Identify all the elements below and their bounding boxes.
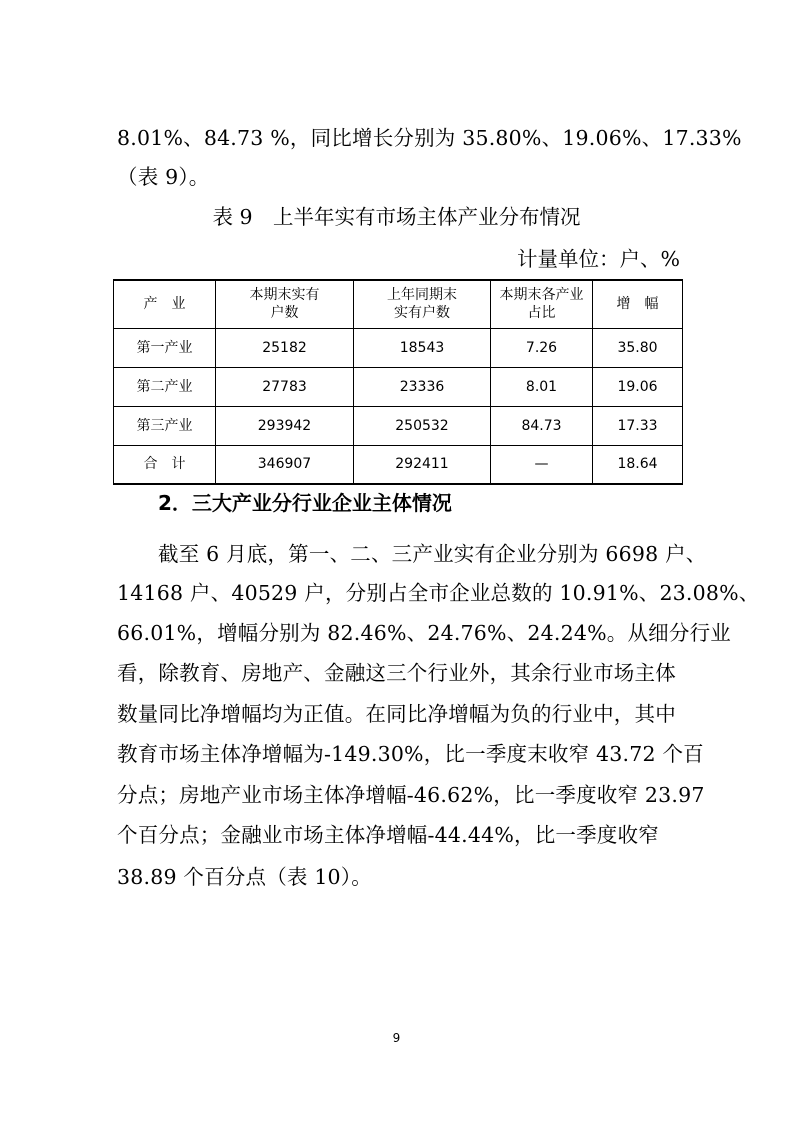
cell-current: 346907 [216,445,354,484]
cell-current: 25182 [216,328,354,367]
header-share: 本期末各产业 占比 [491,280,593,328]
table-header-row [114,280,683,328]
industry-distribution-table [113,279,683,485]
cell-share: 84.73 [491,406,593,445]
header-current: 本期末实有 户数 [216,280,354,328]
body-line-2: 14168 户、40529 户，分别占全市企业总数的 10.91%、23.08%、 [117,581,760,605]
header-industry: 产 业 [114,280,216,328]
page-number: 9 [392,1031,401,1045]
body-line-1: 截至 6 月底，第一、二、三产业实有企业分别为 6698 户、 [158,542,707,566]
cell-industry: 第一产业 [114,328,216,367]
cell-current: 293942 [216,406,354,445]
cell-industry: 合 计 [114,445,216,484]
header-previous: 上年同期末 实有户数 [354,280,491,328]
header-growth: 增 幅 [593,280,683,328]
cell-growth: 18.64 [593,445,683,484]
body-line-8: 个百分点；金融业市场主体净增幅-44.44%，比一季度收窄 [117,823,659,847]
cell-previous: 292411 [354,445,491,484]
cell-previous: 18543 [354,328,491,367]
table-row [114,406,683,445]
cell-previous: 23336 [354,367,491,406]
cell-previous: 250532 [354,406,491,445]
table-title: 表 9 上半年实有市场主体产业分布情况 [212,205,581,229]
body-line-3: 66.01%，增幅分别为 82.46%、24.76%、24.24%。从细分行业 [117,621,731,645]
table-row [114,367,683,406]
cell-share: 8.01 [491,367,593,406]
cell-growth: 19.06 [593,367,683,406]
body-line-5: 数量同比净增幅均为正值。在同比净增幅为负的行业中，其中 [117,702,676,726]
cell-share: — [491,445,593,484]
cell-industry: 第三产业 [114,406,216,445]
cell-current: 27783 [216,367,354,406]
cell-growth: 35.80 [593,328,683,367]
section-heading: 2．三大产业分行业企业主体情况 [158,491,452,515]
body-line-9: 38.89 个百分点（表 10）。 [117,865,372,889]
cell-growth: 17.33 [593,406,683,445]
body-line-6: 教育市场主体净增幅为-149.30%，比一季度末收窄 43.72 个百 [117,742,704,766]
cell-share: 7.26 [491,328,593,367]
table-row [114,328,683,367]
intro-line-2: （表 9）。 [117,165,210,189]
body-line-7: 分点；房地产业市场主体净增幅-46.62%，比一季度收窄 23.97 [117,783,705,807]
cell-industry: 第二产业 [114,367,216,406]
body-line-4: 看，除教育、房地产、金融这三个行业外，其余行业市场主体 [117,661,676,685]
table-total-row [114,445,683,484]
table-unit: 计量单位：户、% [517,247,680,271]
intro-line-1: 8.01%、84.73 %，同比增长分别为 35.80%、19.06%、17.33% [117,126,742,150]
